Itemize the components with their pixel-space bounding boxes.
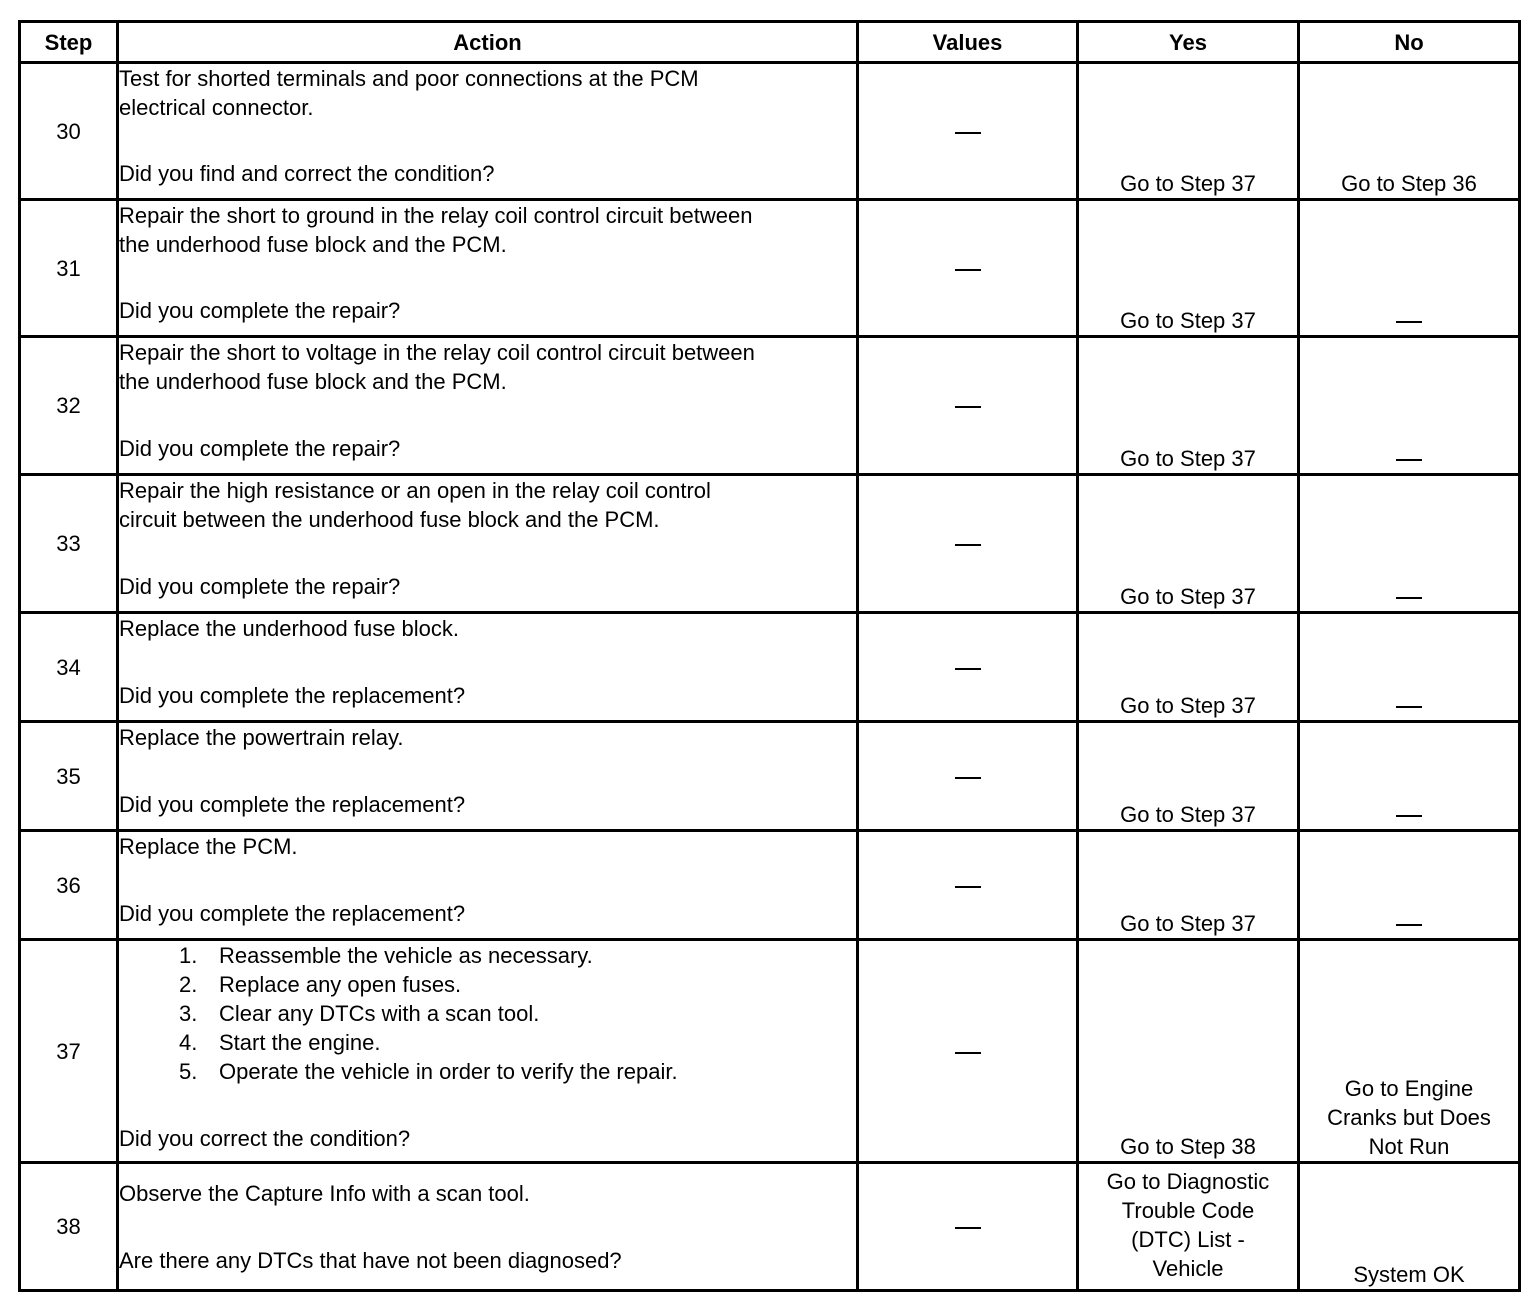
dash-icon: [955, 668, 981, 670]
dash-icon: [1396, 706, 1422, 708]
table-row: [20, 200, 1520, 337]
action-cell: [118, 613, 858, 722]
action-question: Did you find and correct the condition?: [119, 161, 495, 186]
no-cell: [1299, 200, 1520, 337]
dash-icon: [955, 1052, 981, 1054]
list-item: 4. Start the engine.: [179, 1030, 381, 1055]
dash-icon: [1396, 924, 1422, 926]
dash-icon: [955, 886, 981, 888]
step-number: 35: [20, 722, 118, 831]
table-row: [20, 940, 1520, 1163]
step-number: 38: [20, 1163, 118, 1291]
table-row: [20, 475, 1520, 613]
action-text: Replace the PCM.: [119, 834, 298, 859]
values-cell: [858, 1163, 1078, 1291]
action-text: Observe the Capture Info with a scan tool.: [119, 1180, 530, 1206]
table-row: [20, 1163, 1520, 1291]
action-question: Did you complete the repair?: [119, 574, 401, 599]
dash-icon: [955, 406, 981, 408]
step-number: 36: [20, 831, 118, 940]
action-question: Did you correct the condition?: [119, 1126, 411, 1151]
no-cell: [1299, 613, 1520, 722]
header-action: Action: [118, 22, 858, 63]
no-cell: [1299, 337, 1520, 475]
action-cell: [118, 337, 858, 475]
step-number: 33: [20, 475, 118, 613]
dash-icon: [955, 132, 981, 134]
no-link[interactable]: Go to Engine Cranks but Does Not Run: [1299, 940, 1520, 1163]
table-row: [20, 722, 1520, 831]
yes-link[interactable]: Go to Step 37: [1078, 475, 1299, 613]
header-no: No: [1299, 22, 1520, 63]
yes-link[interactable]: Go to Step 37: [1078, 337, 1299, 475]
dash-icon: [1396, 459, 1422, 461]
no-cell: [1299, 475, 1520, 613]
table-row: [20, 63, 1520, 200]
action-text: Repair the short to ground in the relay coil control circuit between: [119, 203, 753, 228]
step-number: 30: [20, 63, 118, 200]
diagnostic-table: [18, 20, 1521, 1292]
action-cell: [118, 63, 858, 200]
action-question: Are there any DTCs that have not been diagnosed?: [119, 1247, 622, 1273]
action-text: the underhood fuse block and the PCM.: [119, 232, 507, 257]
yes-link[interactable]: Go to Step 37: [1078, 722, 1299, 831]
dash-icon: [955, 1227, 981, 1229]
values-cell: [858, 722, 1078, 831]
table-row: [20, 831, 1520, 940]
table-row: [20, 337, 1520, 475]
values-cell: [858, 613, 1078, 722]
dash-icon: [1396, 597, 1422, 599]
action-cell: [118, 1163, 858, 1291]
dash-icon: [955, 544, 981, 546]
table-row: [20, 613, 1520, 722]
action-question: Did you complete the replacement?: [119, 901, 466, 926]
no-link[interactable]: Go to Step 36: [1299, 63, 1520, 200]
action-cell: [118, 722, 858, 831]
action-cell: [118, 831, 858, 940]
action-question: Did you complete the repair?: [119, 436, 401, 461]
header-yes: Yes: [1078, 22, 1299, 63]
step-number: 34: [20, 613, 118, 722]
no-cell: [1299, 831, 1520, 940]
dash-icon: [955, 777, 981, 779]
no-link[interactable]: System OK: [1299, 1163, 1520, 1291]
yes-link[interactable]: Go to Step 37: [1078, 613, 1299, 722]
yes-link[interactable]: Go to Step 37: [1078, 200, 1299, 337]
action-text: Repair the high resistance or an open in the relay coil control: [119, 478, 711, 503]
dash-icon: [955, 269, 981, 271]
dash-icon: [1396, 321, 1422, 323]
action-cell: [118, 200, 858, 337]
action-text: the underhood fuse block and the PCM.: [119, 369, 507, 394]
step-number: 32: [20, 337, 118, 475]
action-question: Did you complete the replacement?: [119, 683, 466, 708]
list-item: 3. Clear any DTCs with a scan tool.: [179, 1001, 540, 1026]
yes-link[interactable]: Go to Diagnostic Trouble Code (DTC) List - Vehicle: [1078, 1163, 1299, 1291]
dash-icon: [1396, 815, 1422, 817]
list-item: 2. Replace any open fuses.: [179, 972, 462, 997]
header-row: [20, 22, 1520, 63]
header-step: Step: [20, 22, 118, 63]
yes-link[interactable]: Go to Step 37: [1078, 63, 1299, 200]
action-text: circuit between the underhood fuse block and the PCM.: [119, 507, 660, 532]
action-cell: [118, 475, 858, 613]
yes-link[interactable]: Go to Step 38: [1078, 940, 1299, 1163]
values-cell: [858, 831, 1078, 940]
values-cell: [858, 940, 1078, 1163]
action-text: Replace the underhood fuse block.: [119, 616, 460, 641]
yes-link[interactable]: Go to Step 37: [1078, 831, 1299, 940]
values-cell: [858, 63, 1078, 200]
action-text: Repair the short to voltage in the relay coil control circuit between: [119, 340, 755, 365]
action-question: Did you complete the repair?: [119, 298, 401, 323]
action-question: Did you complete the replacement?: [119, 792, 466, 817]
action-cell: [118, 940, 858, 1163]
list-item: 1. Reassemble the vehicle as necessary.: [179, 943, 593, 968]
list-item: 5. Operate the vehicle in order to verify the repair.: [179, 1059, 678, 1084]
values-cell: [858, 337, 1078, 475]
procedure-list: [119, 941, 856, 1086]
header-values: Values: [858, 22, 1078, 63]
step-number: 31: [20, 200, 118, 337]
no-cell: [1299, 722, 1520, 831]
action-text: electrical connector.: [119, 95, 314, 120]
step-number: 37: [20, 940, 118, 1163]
values-cell: [858, 200, 1078, 337]
action-text: Test for shorted terminals and poor connections at the PCM: [119, 66, 699, 91]
values-cell: [858, 475, 1078, 613]
action-text: Replace the powertrain relay.: [119, 725, 404, 750]
